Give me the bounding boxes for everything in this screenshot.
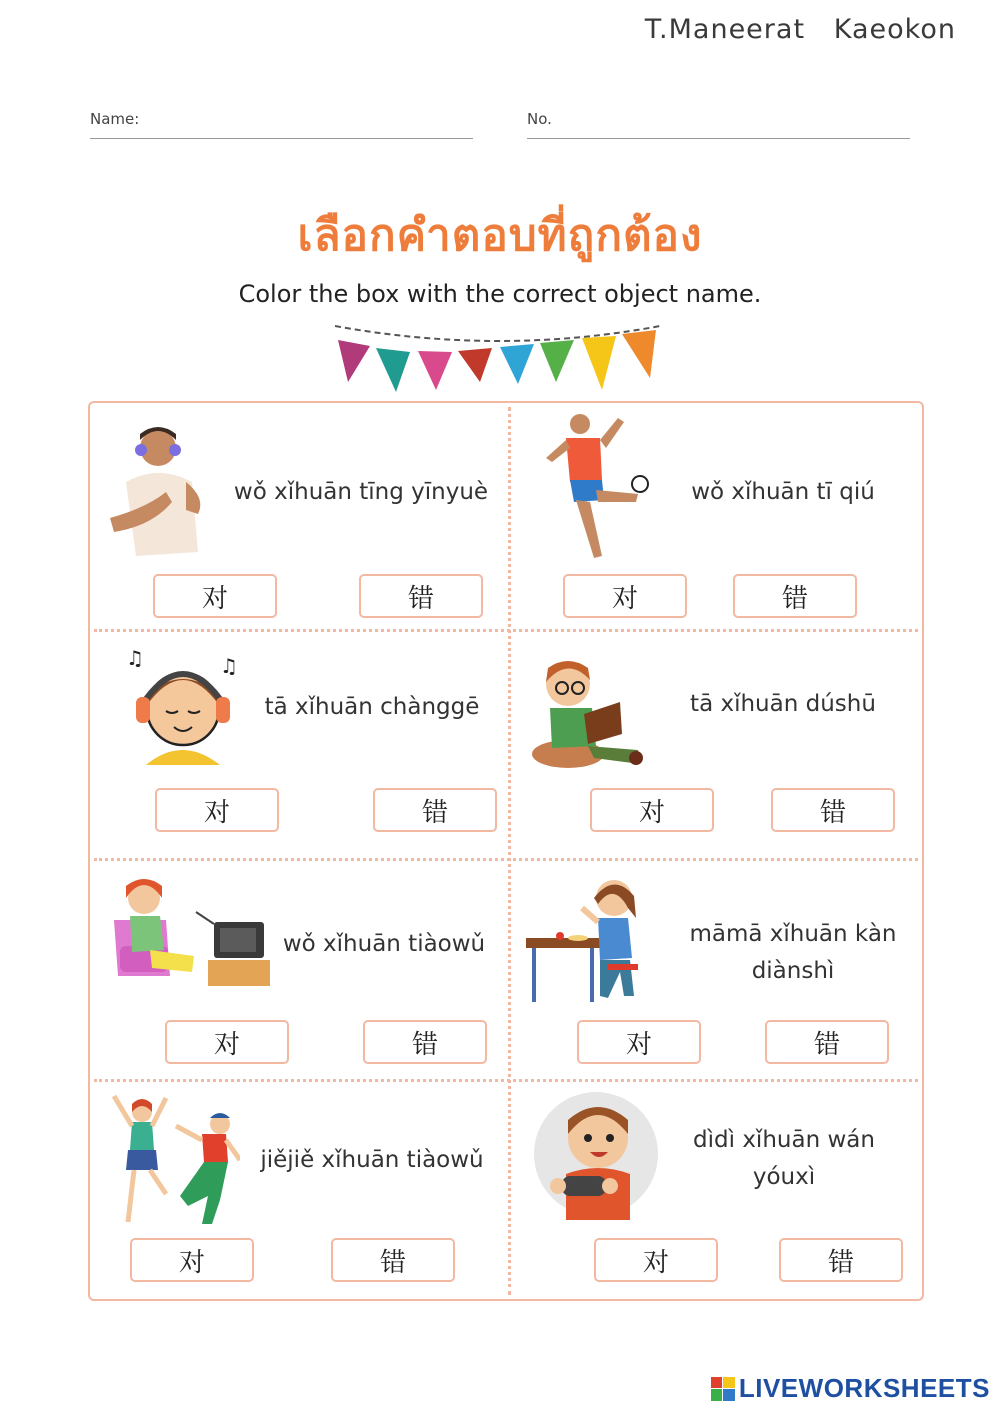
card-5-wrong-button[interactable]: 错 <box>363 1020 487 1064</box>
grid-divider-row1 <box>94 629 918 632</box>
card-6-wrong-button[interactable]: 错 <box>765 1020 889 1064</box>
name-label: Name: <box>90 110 140 128</box>
card-5-correct-button[interactable]: 对 <box>165 1020 289 1064</box>
author-name: T.Maneerat Kaeokon <box>644 14 956 45</box>
couple-dancing-icon <box>110 1090 240 1228</box>
grid-divider-vertical <box>508 407 511 1295</box>
card-8-phrase: dìdì xǐhuān wán yóuxì <box>693 1127 875 1190</box>
boy-reading-book-icon <box>528 654 650 772</box>
man-listening-headphones-icon <box>106 422 210 562</box>
man-kicking-ball-icon <box>540 410 652 565</box>
card-5-phrase: wǒ xǐhuān tiàowǔ <box>282 931 486 957</box>
number-field[interactable] <box>527 110 910 139</box>
liveworksheets-logo <box>711 1373 990 1404</box>
svg-text:♫: ♫ <box>126 646 144 670</box>
card-1-correct-button[interactable]: 对 <box>153 574 277 618</box>
girl-watching-tv-icon <box>110 876 270 990</box>
grid-divider-row2 <box>94 858 918 861</box>
page-title: เลือกคำตอบที่ถูกต้อง <box>297 210 703 261</box>
card-2-wrong-button[interactable]: 错 <box>733 574 857 618</box>
card-8-wrong-button[interactable]: 错 <box>779 1238 903 1282</box>
child-singing-headphones-icon <box>122 645 244 767</box>
card-3-correct-button[interactable]: 对 <box>155 788 279 832</box>
card-7-correct-button[interactable]: 对 <box>130 1238 254 1282</box>
logo-text: LIVEWORKSHEETS <box>738 1373 990 1403</box>
svg-text:♫: ♫ <box>220 654 238 678</box>
card-2-correct-button[interactable]: 对 <box>563 574 687 618</box>
card-4-correct-button[interactable]: 对 <box>590 788 714 832</box>
card-1-phrase: wǒ xǐhuān tīng yīnyuè <box>233 479 489 505</box>
card-3-phrase: tā xǐhuān chànggē <box>264 694 480 720</box>
boy-playing-game-icon <box>532 1090 662 1222</box>
card-1-wrong-button[interactable]: 错 <box>359 574 483 618</box>
name-field[interactable] <box>90 110 473 139</box>
card-4-wrong-button[interactable]: 错 <box>771 788 895 832</box>
card-6-correct-button[interactable]: 对 <box>577 1020 701 1064</box>
card-7-phrase: jiějiě xǐhuān tiàowǔ <box>260 1147 484 1173</box>
grid-divider-row3 <box>94 1079 918 1082</box>
bunting-decoration-icon <box>330 320 670 400</box>
logo-blocks-icon <box>711 1377 735 1401</box>
card-6-phrase: māmā xǐhuān kàn diànshì <box>689 921 897 984</box>
girl-eating-at-table-icon <box>524 868 648 1004</box>
number-label: No. <box>527 110 552 128</box>
instruction-text: Color the box with the correct object name. <box>238 280 762 308</box>
card-3-wrong-button[interactable]: 错 <box>373 788 497 832</box>
card-4-phrase: tā xǐhuān dúshū <box>690 691 876 717</box>
card-2-phrase: wǒ xǐhuān tī qiú <box>691 479 875 505</box>
card-8-correct-button[interactable]: 对 <box>594 1238 718 1282</box>
card-7-wrong-button[interactable]: 错 <box>331 1238 455 1282</box>
